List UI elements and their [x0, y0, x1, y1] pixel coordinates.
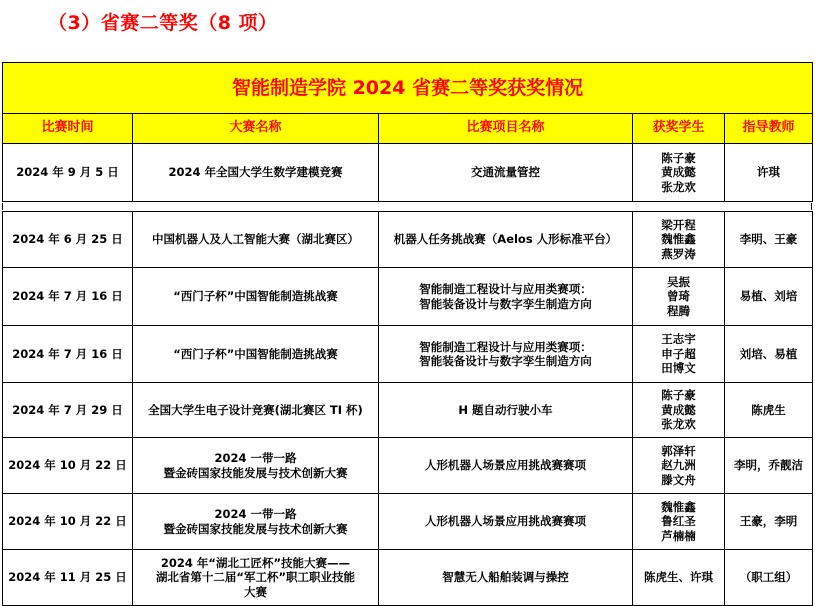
- table-row: [3, 144, 813, 202]
- cell-project: [379, 550, 633, 606]
- cell-students-line: 燕罗涛: [661, 246, 696, 261]
- cell-project-line: H 题自动行驶小车: [458, 402, 553, 417]
- cell-competition-line: 暨金砖国家技能发展与技术创新大赛: [163, 521, 348, 536]
- cell-project: [379, 144, 633, 202]
- cell-date: 2024 年 9 月 5 日: [3, 144, 133, 202]
- cell-students: [633, 494, 725, 550]
- cell-project-line: 智能制造工程设计与应用类赛项：: [419, 339, 592, 354]
- cell-students: [633, 268, 725, 326]
- header-project: 比赛项目名称: [379, 114, 633, 144]
- cell-project: [379, 212, 633, 268]
- cell-project-line: 交通流量管控: [471, 165, 540, 180]
- cell-project: [379, 438, 633, 494]
- table-row: [3, 550, 813, 606]
- cell-students: [633, 438, 725, 494]
- cell-students-line: 滕文舟: [661, 472, 696, 487]
- cell-students-line: 张龙欢: [661, 179, 696, 194]
- cell-competition: [133, 326, 379, 383]
- cell-competition: [133, 268, 379, 326]
- table-row: [3, 438, 813, 494]
- table-row: [3, 268, 813, 326]
- cell-competition-line: 全国大学生电子设计竞赛(湖北赛区 TI 杯): [148, 402, 363, 417]
- header-teachers: 指导教师: [725, 114, 813, 144]
- cell-students: [633, 550, 725, 606]
- cell-date: 2024 年 10 月 22 日: [3, 494, 133, 550]
- cell-students: [633, 326, 725, 383]
- cell-competition: [133, 212, 379, 268]
- table-row: [3, 212, 813, 268]
- cell-students: [633, 383, 725, 438]
- cell-students-line: 陈子豪: [661, 150, 696, 165]
- cell-project-line: 智能制造工程设计与应用类赛项：: [419, 282, 592, 296]
- cell-competition: [133, 494, 379, 550]
- header-date: 比赛时间: [3, 114, 133, 144]
- cell-teachers: 李明，乔靓洁: [725, 438, 813, 494]
- cell-competition-line: 大赛: [244, 584, 267, 599]
- cell-teachers: 陈虎生: [725, 383, 813, 438]
- cell-date: 2024 年 7 月 16 日: [3, 268, 133, 326]
- cell-competition-line: 2024 年全国大学生数学建模竞赛: [168, 165, 343, 180]
- cell-competition: [133, 383, 379, 438]
- cell-competition-line: 中国机器人及人工智能大赛（湖北赛区）: [152, 232, 359, 247]
- cell-competition-line: “西门子杯”中国智能制造挑战赛: [173, 289, 338, 304]
- cell-teachers: （职工组）: [725, 550, 813, 606]
- cell-students-line: 陈虎生、许琪: [644, 570, 713, 585]
- cell-competition: [133, 550, 379, 606]
- cell-students-line: 赵九洲: [661, 458, 696, 473]
- section-heading: （3）省赛二等奖（8 项）: [48, 12, 278, 34]
- cell-students-line: 芦楠楠: [661, 528, 696, 543]
- cell-project: [379, 383, 633, 438]
- cell-project: [379, 494, 633, 550]
- cell-teachers: 刘培、易植: [725, 326, 813, 383]
- cell-teachers: 许琪: [725, 144, 813, 202]
- cell-students-line: 鲁红圣: [661, 514, 696, 529]
- cell-date: 2024 年 7 月 29 日: [3, 383, 133, 438]
- header-students: 获奖学生: [633, 114, 725, 144]
- cell-students-line: 黄成懿: [661, 402, 696, 417]
- cell-students-line: 曾琦: [667, 289, 690, 304]
- cell-students: [633, 212, 725, 268]
- cell-date: 2024 年 11 月 25 日: [3, 550, 133, 606]
- cell-students-line: 王志宇: [661, 332, 696, 347]
- cell-competition: [133, 144, 379, 202]
- cell-students-line: 吴振: [667, 274, 690, 289]
- cell-date: 2024 年 7 月 16 日: [3, 326, 133, 383]
- cell-students-line: 黄成懿: [661, 165, 696, 180]
- cell-project-line: 智能装备设计与数字孪生制造方向: [419, 296, 592, 311]
- cell-project-line: 机器人任务挑战赛（Aelos 人形标准平台）: [393, 232, 618, 247]
- cell-students-line: 陈子豪: [661, 388, 696, 403]
- cell-students-line: 程腾: [667, 303, 690, 318]
- cell-project-line: 智慧无人船舶装调与操控: [442, 570, 569, 585]
- cell-competition-line: 湖北省第十二届“军工杯”职工职业技能: [155, 570, 356, 585]
- cell-students-line: 郭泽轩: [661, 443, 696, 458]
- cell-students-line: 魏惟鑫: [661, 232, 696, 247]
- cell-project-line: 智能装备设计与数字孪生制造方向: [419, 354, 592, 368]
- cell-students-line: 田博文: [661, 361, 696, 376]
- cell-date: 2024 年 6 月 25 日: [3, 212, 133, 268]
- cell-project-line: 人形机器人场景应用挑战赛赛项: [425, 514, 586, 529]
- cell-date: 2024 年 10 月 22 日: [3, 438, 133, 494]
- cell-teachers: 李明、王豪: [725, 212, 813, 268]
- awards-table-bottom: [2, 211, 813, 606]
- cell-project: [379, 326, 633, 383]
- awards-table-top: [2, 62, 813, 202]
- header-competition: 大赛名称: [133, 114, 379, 144]
- cell-competition-line: “西门子杯”中国智能制造挑战赛: [173, 346, 338, 361]
- table-row: [3, 494, 813, 550]
- cell-competition-line: 2024 一带一路: [214, 507, 297, 521]
- cell-competition: [133, 438, 379, 494]
- table-gap: [2, 203, 812, 210]
- cell-project: [379, 268, 633, 326]
- table-row: [3, 383, 813, 438]
- cell-teachers: 王豪，李明: [725, 494, 813, 550]
- cell-students-line: 魏惟鑫: [661, 499, 696, 514]
- cell-teachers: 易植、刘培: [725, 268, 813, 326]
- cell-students: [633, 144, 725, 202]
- cell-competition-line: 2024 一带一路: [214, 451, 297, 465]
- cell-students-line: 张龙欢: [661, 417, 696, 432]
- table-title: 智能制造学院 2024 省赛二等奖获奖情况: [3, 63, 813, 114]
- cell-students-line: 申子超: [661, 346, 696, 361]
- cell-competition-line: 2024 年“湖北工匠杯”技能大赛——: [160, 555, 351, 570]
- cell-students-line: 梁开程: [661, 217, 696, 232]
- table-row: [3, 326, 813, 383]
- cell-competition-line: 暨金砖国家技能发展与技术创新大赛: [163, 465, 348, 480]
- cell-project-line: 人形机器人场景应用挑战赛赛项: [425, 458, 586, 473]
